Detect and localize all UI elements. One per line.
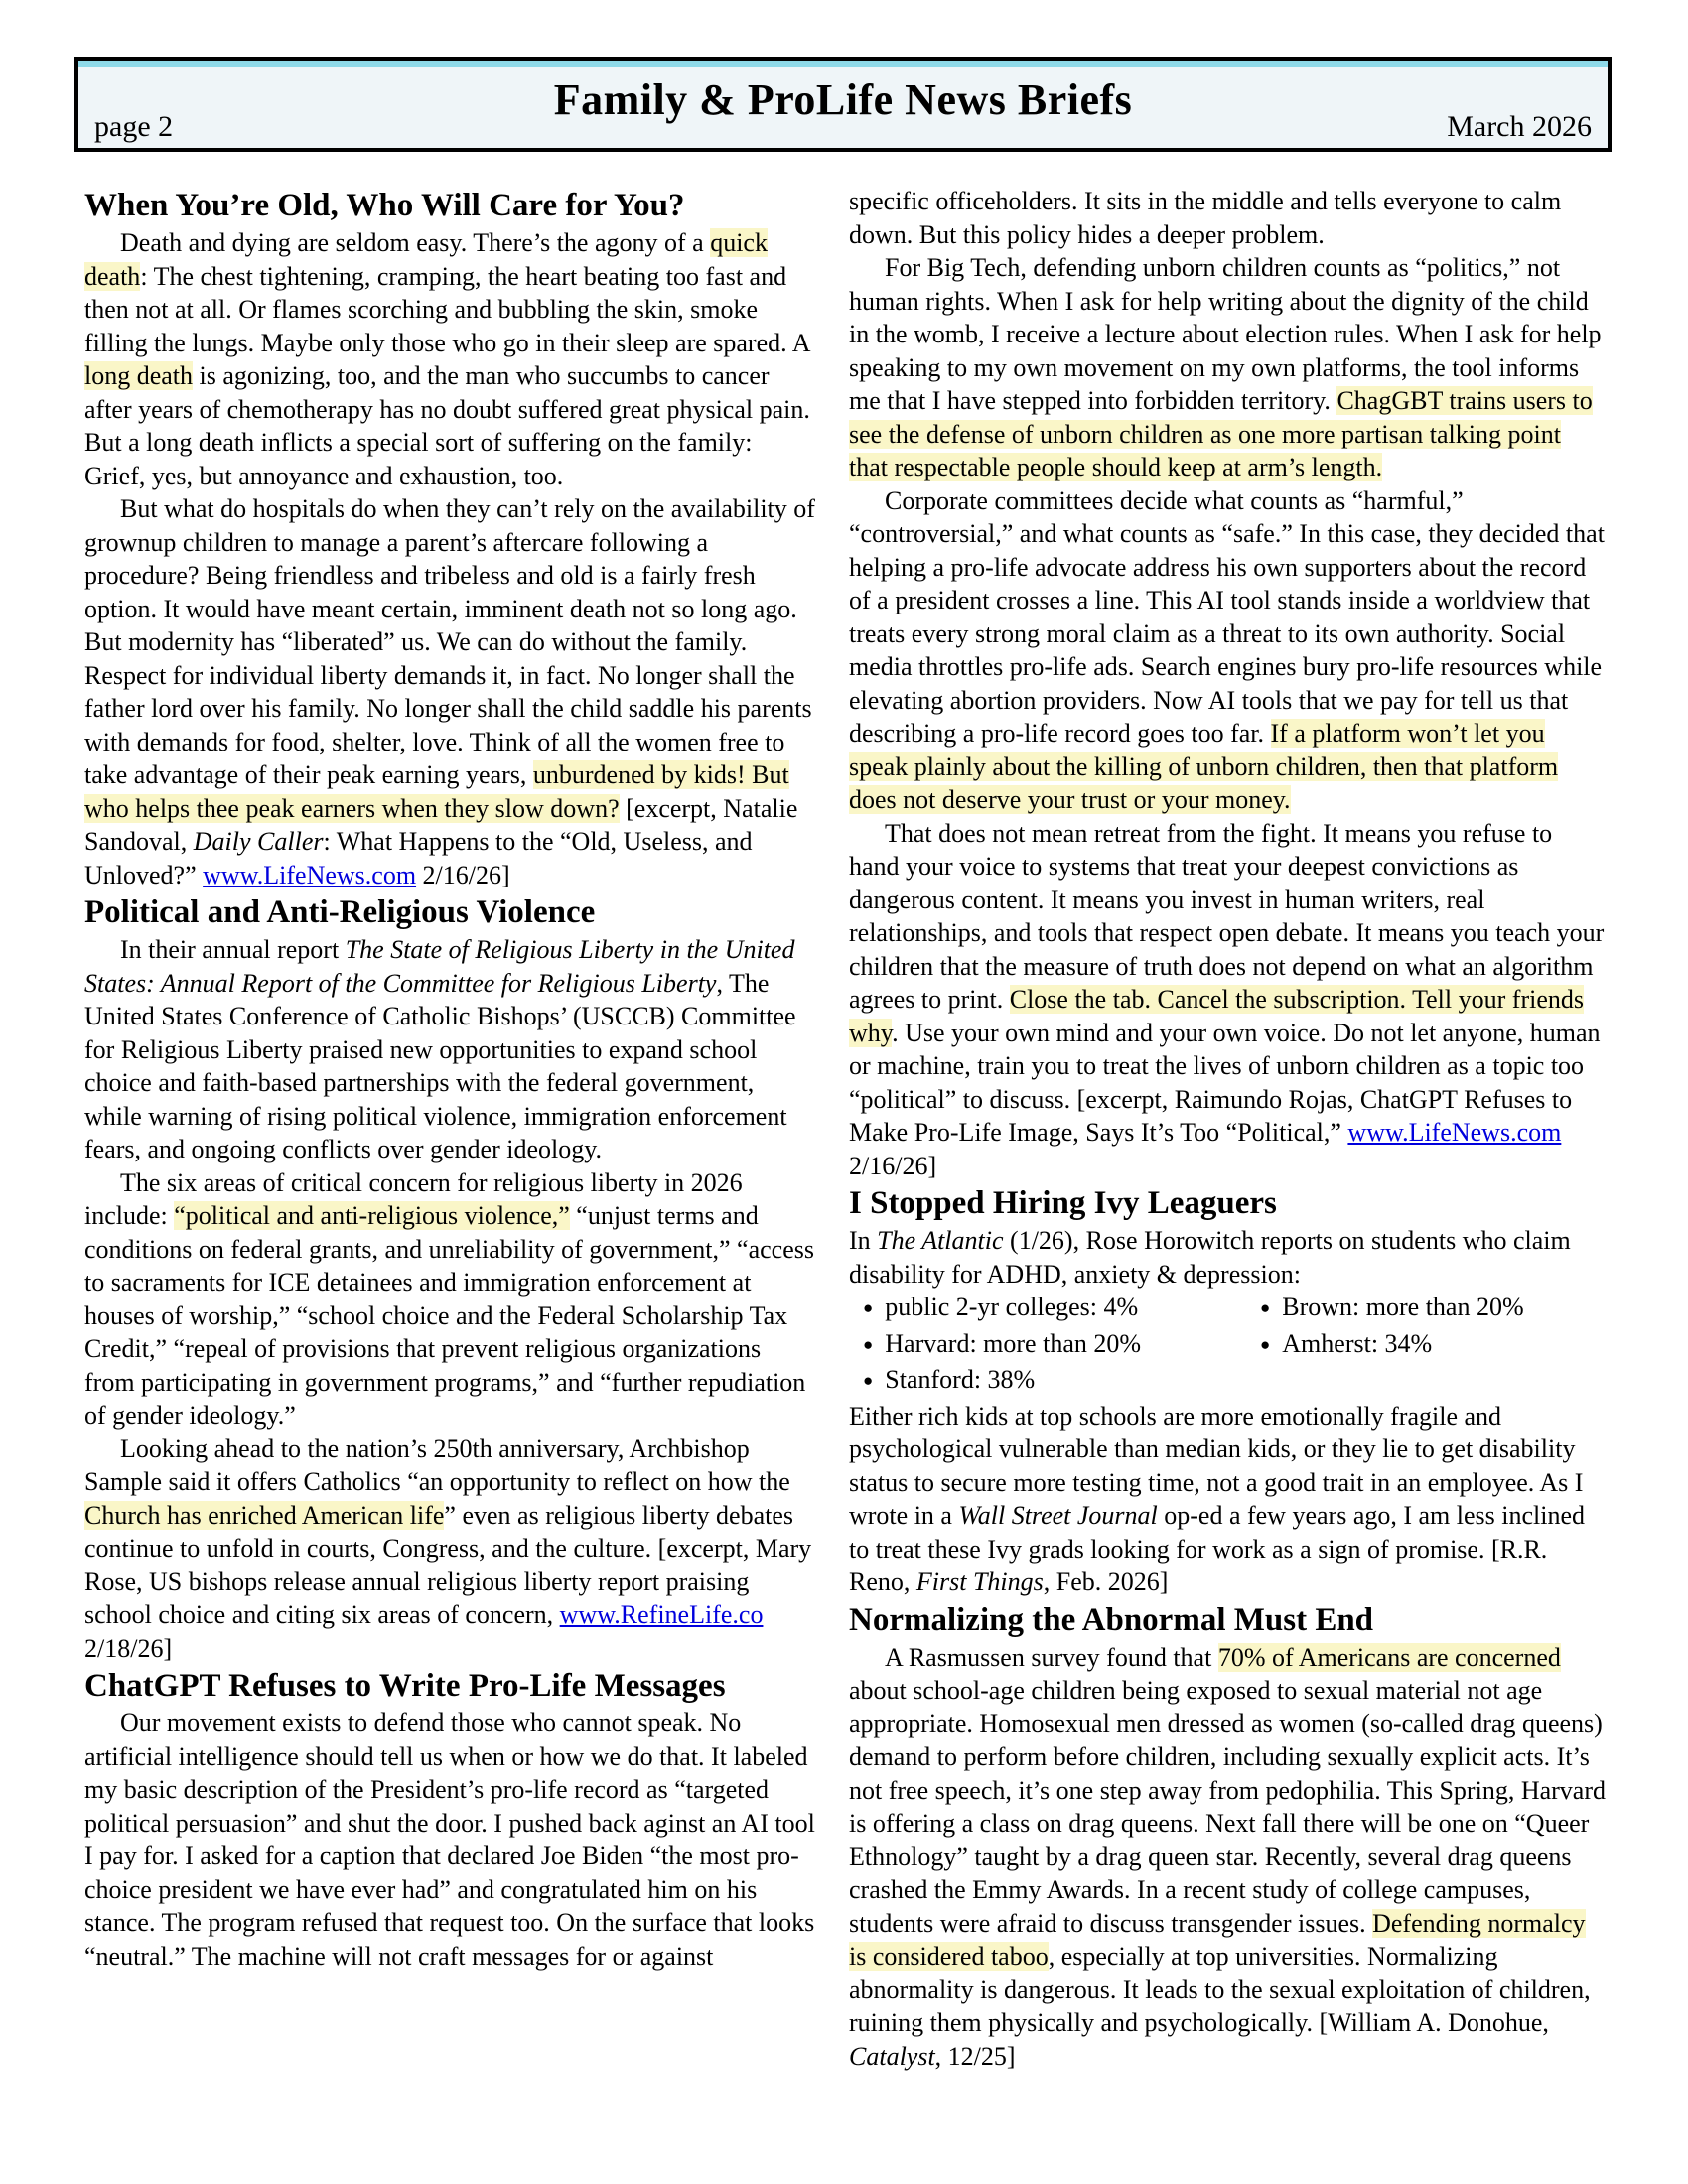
text-run: But what do hospitals do when they can’t rely on the availability of grownup children to manage a parent’s aftercare following a procedure? Being friendless and tribeless and old is a fairly fresh option. It would have meant certain, imminent death not so long ago. But modernity has “liberated” us. We can do without the family. Respect for individual liberty demands it, in fact. No longer shall the father lord over his family. No longer shall the child saddle his parents with demands for food, shelter, love. Think of all the women free to take advantage of their peak earning years, xyxy=(84,494,815,789)
bullet-item xyxy=(863,1363,1260,1400)
text-run: Our movement exists to defend those who cannot speak. No artificial intelligence should tell us when or how we do that. It labeled my basic description of the President’s pro-life record as “targeted political persuasion” and shut the door. I pushed back aginst an AI tool I pay for. I asked for a caption that declared Joe Biden “the most pro-choice president we have ever had” and congratulated him on his stance. The program refused that request too. On the surface that looks “neutral.” The machine will not craft messages for or against xyxy=(84,1708,815,1971)
highlighted-text: Close the tab. Cancel the subscription. Tell your friends why xyxy=(849,985,1584,1047)
bullet-list xyxy=(849,1291,1606,1400)
paragraph xyxy=(84,1706,816,1973)
paragraph xyxy=(84,1433,816,1666)
paragraph xyxy=(84,492,816,891)
bullet-icon: ● xyxy=(1260,1334,1271,1354)
bullet-item xyxy=(1260,1327,1524,1364)
text-run: For Big Tech, defending unborn children counts as “politics,” not human rights. When I ask for help writing about the dignity of the child in the womb, I receive a lecture about election rules. When I ask for help speaking to my own movement on my own platforms, the tool informs me that I have stepped into forbidden territory. xyxy=(849,253,1602,415)
page-header xyxy=(74,57,1612,152)
external-link[interactable]: www.LifeNews.com xyxy=(203,860,417,889)
issue-date: March 2026 xyxy=(1447,110,1592,143)
highlighted-text: unburdened by kids! But who helps thee peak earners when they slow down? xyxy=(84,760,789,823)
text-run: . Use your own mind and your own voice. Do not let anyone, human or machine, train you to treat the lives of unborn children as a topic too “political” to discuss. [excerpt, Raimundo Rojas, ChatGPT Refuses to Make Pro-Life Image, Says It’s Too “Political,” xyxy=(849,1018,1601,1147)
text-run: “unjust terms and conditions on federal grants, and unreliability of government,” “access to sacraments for ICE detainees and immigration enforcement at houses of worship,” “school choice and the Federal Scholarship Tax Credit,” “repeal of provisions that prevent religious organizations from participating in government programs,” and “further repudiation of gender ideology.” xyxy=(84,1201,814,1430)
paragraph xyxy=(849,185,1606,251)
right-column xyxy=(849,185,1606,2073)
article-title: ChatGPT Refuses to Write Pro-Life Messages xyxy=(84,1668,726,1704)
article-title: Normalizing the Abnormal Must End xyxy=(849,1601,1374,1638)
header-accent-line xyxy=(78,61,1608,67)
bullet-text: Amherst: 34% xyxy=(1282,1328,1433,1358)
text-run: 2/16/26] xyxy=(849,1151,937,1180)
bullet-text: public 2-yr colleges: 4% xyxy=(885,1293,1139,1321)
paragraph xyxy=(849,251,1606,484)
highlighted-text: quick death xyxy=(84,228,768,291)
text-run: is agonizing, too, and the man who succumbs to cancer after years of chemotherapy has no doubt suffered great physical pain. But a long death inflicts a special sort of suffering on the family: Grief, yes, but annoyance and exhaustion, too. xyxy=(84,361,810,490)
text-run: Corporate committees decide what counts as “harmful,” “controversial,” and what counts as “safe.” In this case, they decided that helping a pro-life advocate address his own supporters about the record of a president crosses a line. This AI tool stands inside a worldview that treats every strong moral claim as a threat to its own authority. Social media throttles pro-life ads. Search engines bury pro-life resources while elevating abortion providers. Now AI tools that we pay for tell us that describing a pro-life record goes too far. xyxy=(849,485,1605,748)
text-run: specific officeholders. It sits in the middle and tells everyone to calm down. But this policy hides a deeper problem. xyxy=(849,187,1562,249)
left-column xyxy=(84,185,816,2073)
text-run: [excerpt, Natalie Sandoval, xyxy=(84,793,798,856)
highlighted-text: ChagGBT trains users to see the defense of unborn children as one more partisan talking point that respectable people should keep at arm’s length. xyxy=(849,386,1593,481)
text-run: : The chest tightening, cramping, the heart beating too fast and then not at all. Or flames scorching and bubbling the skin, smoke filling the lungs. Maybe only those who go in their sleep are spared. A xyxy=(84,261,810,357)
content-columns xyxy=(84,185,1606,2073)
text-run: Looking ahead to the nation’s 250th anniversary, Archbishop Sample said it offers Catholics “an opportunity to reflect on how the xyxy=(84,1433,790,1496)
text-run: Either rich kids at top schools are more emotionally fragile and psychological vulnerable than median kids, or they lie to get disability status to secure more testing time, not a good trait in an employee. As I wrote in a xyxy=(849,1401,1584,1530)
bullet-icon: ● xyxy=(1260,1298,1271,1317)
italic-text: Wall Street Journal xyxy=(958,1501,1158,1530)
highlighted-text: long death xyxy=(84,361,194,390)
paragraph xyxy=(84,933,816,1166)
bullet-icon: ● xyxy=(863,1334,874,1354)
bullet-item xyxy=(1260,1291,1524,1327)
text-run: Death and dying are seldom easy. There’s the agony of a xyxy=(120,228,711,257)
italic-text: First Things xyxy=(915,1568,1044,1596)
article-title: When You’re Old, Who Will Care for You? xyxy=(84,188,685,223)
bullet-column xyxy=(1260,1291,1524,1400)
text-run: : What Happens to the “Old, Useless, and Unloved?” xyxy=(84,827,753,889)
text-run: , Feb. 2026] xyxy=(1043,1568,1169,1596)
paragraph xyxy=(849,817,1606,1183)
text-run: (1/26), Rose Horowitch reports on students who claim disability for ADHD, anxiety & depression: xyxy=(849,1226,1571,1289)
text-run: In their annual report xyxy=(120,935,346,964)
paragraph xyxy=(849,484,1606,817)
highlighted-text: “political and anti-religious violence,” xyxy=(174,1201,570,1230)
bullet-item xyxy=(863,1291,1260,1327)
bullet-text: Stanford: 38% xyxy=(885,1365,1036,1394)
text-run: about school-age children being exposed to sexual material not age appropriate. Homosexual men dressed as women (so-called drag queens) demand to perform before children, including sexually explicit acts. It’s not free speech, it’s one step away from pedophilia. This Spring, Harvard is offering a class on drag queens. Next fall there will be one on “Queer Ethnology” taught by a drag queen star. Recently, several drag queens crashed the Emmy Awards. In a recent study of college campuses, students were afraid to discuss transgender issues. xyxy=(849,1676,1606,1938)
text-run: 2/18/26] xyxy=(84,1633,173,1663)
paragraph xyxy=(849,1224,1606,1291)
italic-text: The Atlantic xyxy=(877,1226,1004,1255)
text-run: , The United States Conference of Catholic Bishops’ (USCCB) Committee for Religious Liberty praised new opportunities to expand school choice and faith-based partnerships with the federal government, while warning of rising political violence, immigration enforcement fears, and ongoing conflicts over gender ideology. xyxy=(84,968,796,1163)
bullet-item xyxy=(863,1327,1260,1364)
bullet-icon: ● xyxy=(863,1298,874,1317)
external-link[interactable]: www.RefineLife.co xyxy=(559,1600,764,1629)
text-run: In xyxy=(849,1226,878,1255)
external-link[interactable]: www.LifeNews.com xyxy=(1347,1118,1562,1147)
text-run: op-ed a few years ago, I am less inclined to treat these Ivy grads looking for work as a sign of promise. [R.R. Reno, xyxy=(849,1501,1586,1596)
text-run: The six areas of critical concern for religious liberty in 2026 include: xyxy=(84,1167,743,1230)
text-run: , especially at top universities. Normalizing abnormality is dangerous. It leads to the sexual exploitation of children, ruining them physically and psychologically. [William A. Donohue, xyxy=(849,1942,1591,2037)
text-run: 2/16/26] xyxy=(416,860,510,889)
paragraph xyxy=(84,1166,816,1433)
bullet-icon: ● xyxy=(863,1371,874,1390)
italic-text: Catalyst xyxy=(849,2041,935,2071)
bullet-text: Brown: more than 20% xyxy=(1282,1293,1524,1321)
text-run: A Rasmussen survey found that xyxy=(885,1642,1218,1672)
paragraph xyxy=(849,1641,1606,2074)
italic-text: Daily Caller xyxy=(193,827,324,856)
text-run: That does not mean retreat from the fight. It means you refuse to hand your voice to systems that treat your deepest convictions as dangerous content. It means you invest in human writers, real relationships, and tools that respect open debate. It means you teach your children that the measure of truth does not depend on what an algorithm agrees to print. xyxy=(849,818,1605,1014)
text-run: , 12/25] xyxy=(934,2041,1016,2071)
italic-text: The State of Religious Liberty in the United States: Annual Report of the Committee for Religious Liberty xyxy=(84,935,795,998)
bullet-column xyxy=(863,1291,1260,1400)
article-title: Political and Anti-Religious Violence xyxy=(84,894,596,930)
newsletter-title: Family & ProLife News Briefs xyxy=(553,75,1133,124)
paragraph xyxy=(84,226,816,492)
bullet-text: Harvard: more than 20% xyxy=(885,1328,1142,1358)
highlighted-text: 70% of Americans are concerned xyxy=(1217,1642,1561,1672)
article-title: I Stopped Hiring Ivy Leaguers xyxy=(849,1185,1277,1221)
page-number: page 2 xyxy=(94,110,174,143)
paragraph xyxy=(849,1400,1606,1599)
highlighted-text: Church has enriched American life xyxy=(84,1500,445,1530)
text-run: ” even as religious liberty debates continue to unfold in courts, Congress, and the culture. [excerpt, Mary Rose, US bishops release annual religious liberty report praising school choice and citing six areas of concern, xyxy=(84,1500,812,1629)
highlighted-text: Defending normalcy is considered taboo xyxy=(849,1908,1586,1971)
highlighted-text: If a platform won’t let you speak plainly about the killing of unborn children, then that platform does not deserve your trust or your money. xyxy=(849,719,1559,814)
